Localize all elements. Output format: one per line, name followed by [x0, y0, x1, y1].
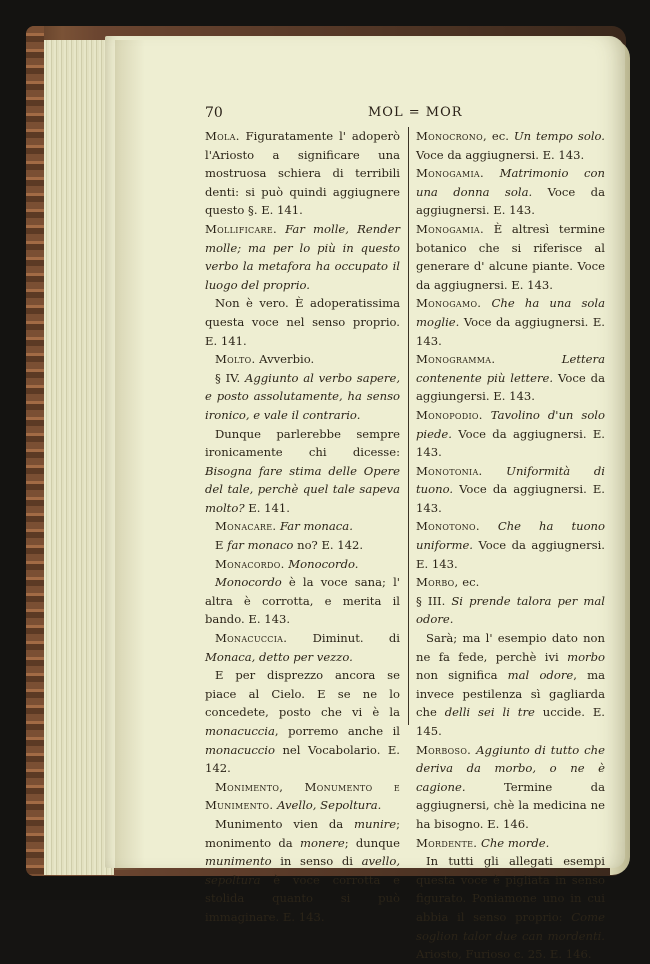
entry-headword: Morboso. [416, 742, 472, 757]
entry-headword: Monopodio. [416, 407, 483, 422]
entry-text: Bisogna fare stima delle Opere del tale, perchè quel tale sapeva molto? [205, 463, 400, 515]
dictionary-entry [205, 425, 400, 518]
entry-text: , porremo anche il [274, 724, 400, 738]
entry-text: è la voce sana; l' altra è corrotta, e merita il bando. E. 143. [205, 575, 400, 627]
entry-text: Monocordo. [288, 556, 359, 571]
entry-text: Figuratamente l' adoperò l'Ariosto a significare una mostruosa schiera di terribili denti: si può quindi aggiugnere questo §. E. 141. [205, 129, 400, 218]
entry-headword: Monogramma. [416, 352, 496, 367]
page-edges [44, 40, 114, 875]
entry-text: uccide. E. 145. [416, 705, 605, 738]
entry-text: Che morde. [480, 835, 550, 850]
entry-text: Monaca, detto per vezzo. [205, 649, 353, 664]
dictionary-entry [416, 834, 605, 853]
entry-text: Matrimonio con una donna sola. [416, 166, 605, 199]
dictionary-entry [416, 573, 605, 592]
entry-headword: Monacare. [215, 519, 277, 534]
dictionary-entry [205, 536, 400, 555]
entry-text: Si prende talora per mal odore. [416, 593, 605, 627]
entry-text [484, 166, 500, 180]
left-column [205, 127, 400, 927]
entry-text: Aggiunto al verbo sapere, e posto assolutamente, ha senso ironico, e vale il contrario. [205, 370, 401, 422]
entry-text: Avello, Sepoltura. [277, 798, 382, 813]
entry-headword: Molto. [215, 352, 256, 367]
entry-text: Come soglion talor due can mordenti. [416, 909, 605, 943]
entry-text: Aggiunto di tutto che deriva da morbo, o ne è cagione. [416, 742, 606, 794]
page-header [205, 105, 605, 127]
dictionary-entry [205, 778, 400, 815]
dictionary-entry [205, 517, 400, 536]
entry-text [495, 352, 561, 366]
entry-text: ; dunque [344, 835, 400, 850]
entry-text: Voce da aggiugnersi. E. 143. [416, 426, 605, 460]
dictionary-entry [416, 406, 605, 462]
entry-headword: Monotonia. [416, 463, 483, 478]
entry-text: Tavolino d'un solo piede. [416, 407, 605, 441]
entry-text: monere [299, 835, 345, 850]
entry-text [483, 464, 507, 478]
right-column [416, 127, 605, 964]
dictionary-entry [416, 629, 605, 741]
dictionary-entry [205, 666, 400, 778]
entry-headword: Morbo, [416, 575, 459, 590]
dictionary-entry [205, 294, 400, 350]
entry-text: Monocordo [215, 575, 282, 590]
entry-text [481, 296, 491, 310]
entry-text: Uniformità di tuono. [416, 463, 605, 497]
dictionary-entry [416, 462, 605, 518]
entry-text: È altresì termine botanico che si riferisce al generare d' alcune piante. Voce da aggiugnersi. E. 143. [416, 221, 605, 292]
dictionary-entry [416, 592, 605, 629]
entry-text: avello, sepoltura [205, 854, 400, 887]
running-head: MOL = MOR [368, 105, 463, 120]
dictionary-entry [416, 294, 605, 350]
entry-text: § IV. [215, 370, 245, 385]
entry-text: in senso di [271, 854, 362, 869]
entry-text: Diminut. di [287, 631, 400, 646]
entry-text: Ariosto, Furioso c. 25. E. 146. [416, 947, 592, 962]
entry-text: munire [354, 816, 397, 831]
entry-text: delli sei li tre [444, 705, 535, 720]
dictionary-entry [205, 220, 400, 294]
entry-headword: Monacordo. [215, 556, 285, 571]
entry-text: Far molle, Render molle; ma per lo più in questo verbo la metafora ha occupato il luogo del proprio. [205, 221, 401, 292]
entry-text: Voce da aggiugnersi. E. 143. [416, 184, 605, 218]
entry-headword: Monacuccia. [215, 631, 288, 646]
entry-text: In tutti gli allegati esempi questa voce è pigliata in senso figurato. Poniamone uno in cui abbia il senso proprio: [416, 854, 605, 924]
gutter-shadow [115, 40, 145, 870]
entry-text: nel Vocabolario. E. 142. [205, 742, 400, 776]
entry-headword: Monocrono, [416, 129, 487, 143]
entry-text: munimento [205, 854, 272, 869]
dictionary-entry [205, 555, 400, 574]
dictionary-entry [416, 164, 605, 220]
dictionary-entry [416, 220, 605, 294]
page-number: 70 [205, 105, 223, 121]
dictionary-entry [416, 517, 605, 573]
dictionary-entry [416, 350, 605, 406]
entry-headword: Mola. [205, 129, 240, 143]
entry-text: Voce da aggiugnersi. E. 143. [416, 482, 605, 515]
entry-text: Far monaca. [280, 519, 353, 534]
entry-text: Che ha tuono uniforme. [416, 519, 605, 553]
entry-text: far monaco [227, 538, 294, 553]
entry-text: Che ha una sola moglie. [416, 296, 606, 329]
dictionary-entry [416, 127, 605, 164]
entry-text: Dunque parlerebbe sempre ironicamente chi dicesse: [205, 426, 400, 460]
entry-headword: Mollificare. [205, 221, 277, 236]
entry-headword: Monotono. [416, 519, 480, 534]
entry-headword: Monogamo. [416, 296, 482, 311]
entry-text: monacuccia [205, 724, 275, 738]
entry-text: Sarà; ma l' esempio dato non ne fa fede, perchè ivi [416, 631, 605, 664]
entry-text [483, 408, 491, 422]
entry-text: non significa [416, 668, 508, 683]
entry-text: § III. [416, 593, 452, 608]
dictionary-entry [416, 852, 605, 964]
entry-text: ec. [486, 129, 514, 143]
entry-headword: Monogamia. [416, 221, 484, 236]
entry-text: monacuccio [205, 742, 275, 757]
entry-headword: Mordente. [416, 835, 478, 850]
entry-text: Voce da aggiugnersi. E. 143. [416, 147, 585, 162]
dictionary-entry [205, 815, 400, 927]
entry-text [277, 222, 285, 236]
dictionary-entry [205, 127, 400, 220]
entry-headword: Monogamia. [416, 166, 484, 181]
dictionary-entry [205, 369, 400, 425]
book-spine-edge [26, 26, 44, 876]
dictionary-entry [205, 573, 400, 629]
entry-text: Lettera contenente più lettere. [416, 352, 605, 385]
entry-text: E. 141. [244, 500, 290, 515]
entry-text: Voce da aggiungersi. E. 143. [416, 370, 605, 404]
dictionary-entry [205, 629, 400, 666]
entry-text: Avverbio. [255, 352, 315, 367]
dictionary-entry [416, 741, 605, 834]
entry-text: E per disprezzo ancora se piace al Cielo. E se ne lo concedete, posto che vi è la [205, 668, 400, 720]
entry-text: ec. [458, 575, 480, 590]
entry-text: Termine da aggiugnersi, chè la medicina ne ha bisogno. E. 146. [416, 779, 605, 831]
entry-text: Voce da aggiugnersi. E. 143. [416, 314, 605, 348]
entry-text: E [215, 538, 228, 553]
entry-headword: Monimento, Monumento e Munimento. [205, 779, 400, 813]
entry-text: , ma invece pestilenza sì gagliarda che [416, 668, 605, 720]
entry-text: morbo [567, 649, 605, 664]
column-divider [408, 127, 409, 725]
entry-text: no? E. 142. [293, 538, 364, 553]
entry-text [480, 519, 498, 533]
entry-text: mal odore [507, 668, 574, 683]
entry-text: Munimento vien da [215, 816, 355, 831]
dictionary-entry [205, 350, 400, 369]
entry-text: è voce corrotta e stolida quanto si può immaginare. E. 143. [205, 872, 400, 924]
entry-text: Non è vero. È adoperatissima questa voce nel senso proprio. E. 141. [205, 296, 400, 348]
entry-text: ; monimento da [205, 816, 400, 850]
entry-text: Un tempo solo. [513, 129, 605, 143]
entry-text: Voce da aggiugnersi. E. 143. [416, 538, 605, 571]
